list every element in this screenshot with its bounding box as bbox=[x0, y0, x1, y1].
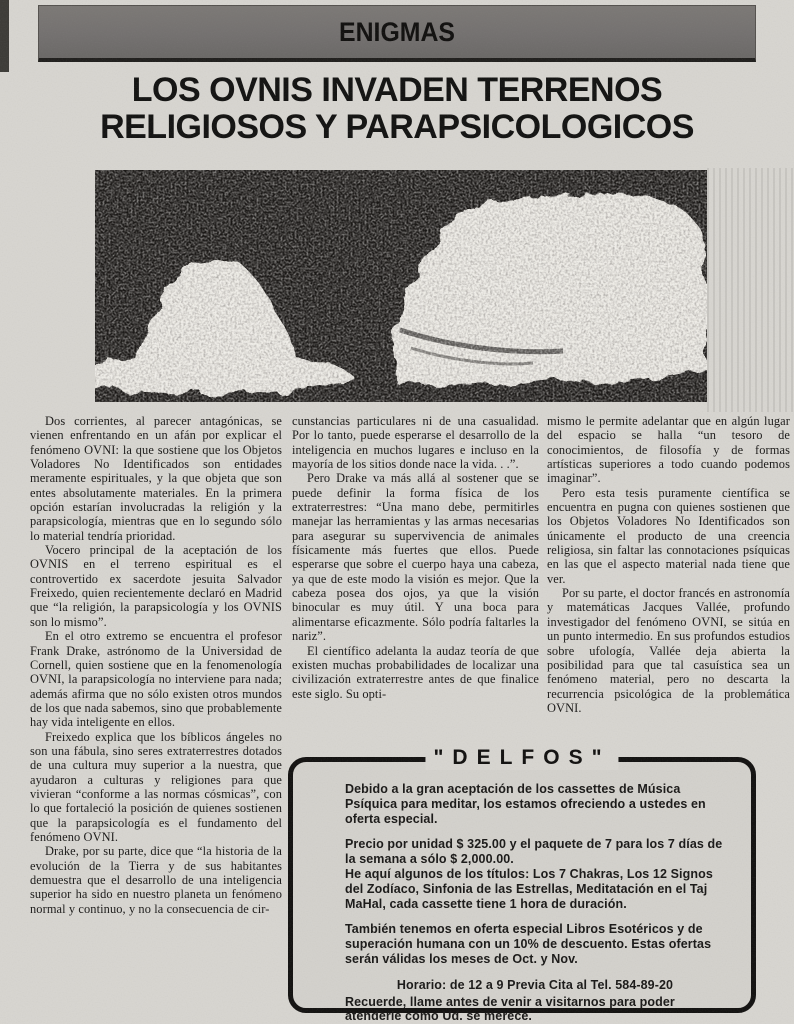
section-banner bbox=[38, 5, 756, 62]
article-paragraph: Drake, por su parte, dice que “la historia de la evolución de la Tierra y de sus habitantes demuestra que el desarrollo de una inteligencia superior ha sido en nuestro planeta un fenómeno normal y continuo, y no la consecuencia de cir- bbox=[30, 844, 282, 916]
article-paragraph: Dos corrientes, al parecer antagónicas, se vienen enfrentando en un afán por explicar el fenómeno OVNI: la que sostiene que los Objetos Voladores No Identificados son entidades meramente espirituales, y la que objeta que son entes absolutamente materiales. En la primera opción estarían involucradas la religión y la parapsicología, mientras que en lo segundo sólo lo material tendría prioridad. bbox=[30, 414, 282, 543]
article-column-2 bbox=[292, 414, 539, 701]
article-column-1 bbox=[30, 414, 282, 916]
scan-edge-artifact bbox=[0, 0, 9, 72]
ad-paragraph: Precio por unidad $ 325.00 y el paquete de 7 para los 7 días de la semana a sólo $ 2,000.00. bbox=[345, 837, 723, 867]
article-paragraph: En el otro extremo se encuentra el profesor Frank Drake, astrónomo de la Universidad de Cornell, quien sostiene que en la fenomenología OVNI, la parapsicología no interviene para nada; además afirma que no sólo existen otros mundos de los que nada sabemos, sino que probablemente hay vida inteligente en ellos. bbox=[30, 629, 282, 730]
delfos-ad-body bbox=[293, 762, 751, 1024]
photo-grain-dark bbox=[95, 170, 707, 402]
ad-schedule: Horario: de 12 a 9 Previa Cita al Tel. 584-89-20 bbox=[396, 977, 674, 992]
delfos-ad-box bbox=[288, 746, 756, 1024]
ad-paragraph: También tenemos en oferta especial Libros Esotéricos y de superación humana con un 10% de descuento. Estas ofertas serán válidas los meses de Oct. y Nov. bbox=[345, 922, 712, 966]
article-paragraph: Freixedo explica que los bíblicos ángeles no son una fábula, sino seres extraterrestres dotados de una cultura muy superior a la nuestra, que ayudaron a culturas y religiones para que vivieran “conforme a las normas cósmicas”, con lo que fortaleció la posición de quienes sostienen que la parapsicología es el fundamento del fenómeno OVNI. bbox=[30, 729, 282, 844]
ad-paragraph: Debido a la gran aceptación de los cassettes de Música Psíquica para meditar, los estamos ofreciendo a ustedes en oferta especial. bbox=[345, 782, 706, 826]
ufo-photo bbox=[95, 170, 707, 402]
article-paragraph: Por su parte, el doctor francés en astronomía y matemáticas Jacques Vallée, profundo investigador del fenómeno OVNI, se sitúa en un punto intermedio. En sus profundos estudios sobre ufología, Vallée deja abierta la posibilidad para que tal casuística sea un fenómeno material, pero no descarta la recurrencia psicológica de la problemática OVNI. bbox=[547, 586, 790, 715]
ad-paragraph: He aquí algunos de los títulos: Los 7 Chakras, Los 12 Signos del Zodíaco, Sinfonia de las Estrellas, Meditatación en el Taj MaHal, cada cassette tiene 1 hora de duración. bbox=[345, 866, 713, 911]
headline-line-1: LOS OVNIS INVADEN TERRENOS bbox=[131, 71, 663, 109]
delfos-ad-title: "DELFOS" bbox=[425, 746, 618, 770]
ufo-photo-graphic bbox=[95, 170, 707, 402]
scan-stripe-artifact bbox=[707, 168, 794, 412]
page-title bbox=[0, 72, 794, 146]
ad-reminder: Recuerde, llame antes de venir a visitarnos para poder atenderle como Ud. se merece. bbox=[345, 994, 675, 1024]
article-paragraph: mismo le permite adelantar que en algún lugar del espacio se halla “un tesoro de conocimientos, de filosofía y de formas artísticas superiores a todo cuando podemos imaginar”. bbox=[547, 414, 790, 486]
article-paragraph: Pero esta tesis puramente científica se encuentra en pugna con quienes sostienen que los Objetos Voladores No Identificados son únicamente el producto de una creencia religiosa, sin faltar las connotaciones psíquicas en las que el aspecto material nada tiene que ver. bbox=[547, 485, 790, 586]
article-paragraph: cunstancias particulares ni de una casualidad. Por lo tanto, puede esperarse el desarrollo de la inteligencia en muchos lugares e incluso en la mayoría de los sitios donde nace la vida. . .”. bbox=[292, 414, 539, 472]
article-column-3 bbox=[547, 414, 790, 715]
article-paragraph: Pero Drake va más allá al sostener que se puede definir la forma física de los extraterrestres: “Una mano debe, permitirles manejar las herramientas y las armas necesarias para asegurar su supervivencia de animales físicamente más fuertes que ellos. Puede esperarse que sobre el cuerpo haya una cabeza, ya que de este modo la visión es mejor. Que la cabeza posea dos ojos, ya que la visión binocular es muy útil. Y una boca para alimentarse eficazmente. Sólo podría faltarles la nariz”. bbox=[292, 471, 539, 644]
headline-line-2: RELIGIOSOS Y PARAPSICOLOGICOS bbox=[100, 108, 694, 146]
article-paragraph: Vocero principal de la aceptación de los OVNIS en el terreno espiritual es el controvertido ex sacerdote jesuita Salvador Freixedo, quien recientemente declaró en Madrid que “la religión, la parapsicología y los OVNIS son lo mismo”. bbox=[30, 543, 282, 629]
section-label: ENIGMAS bbox=[339, 16, 455, 47]
article-paragraph: El científico adelanta la audaz teoría de que existen muchas probabilidades de localizar una civilización extraterrestre antes de que finalice este siglo. Su opti- bbox=[292, 643, 539, 701]
